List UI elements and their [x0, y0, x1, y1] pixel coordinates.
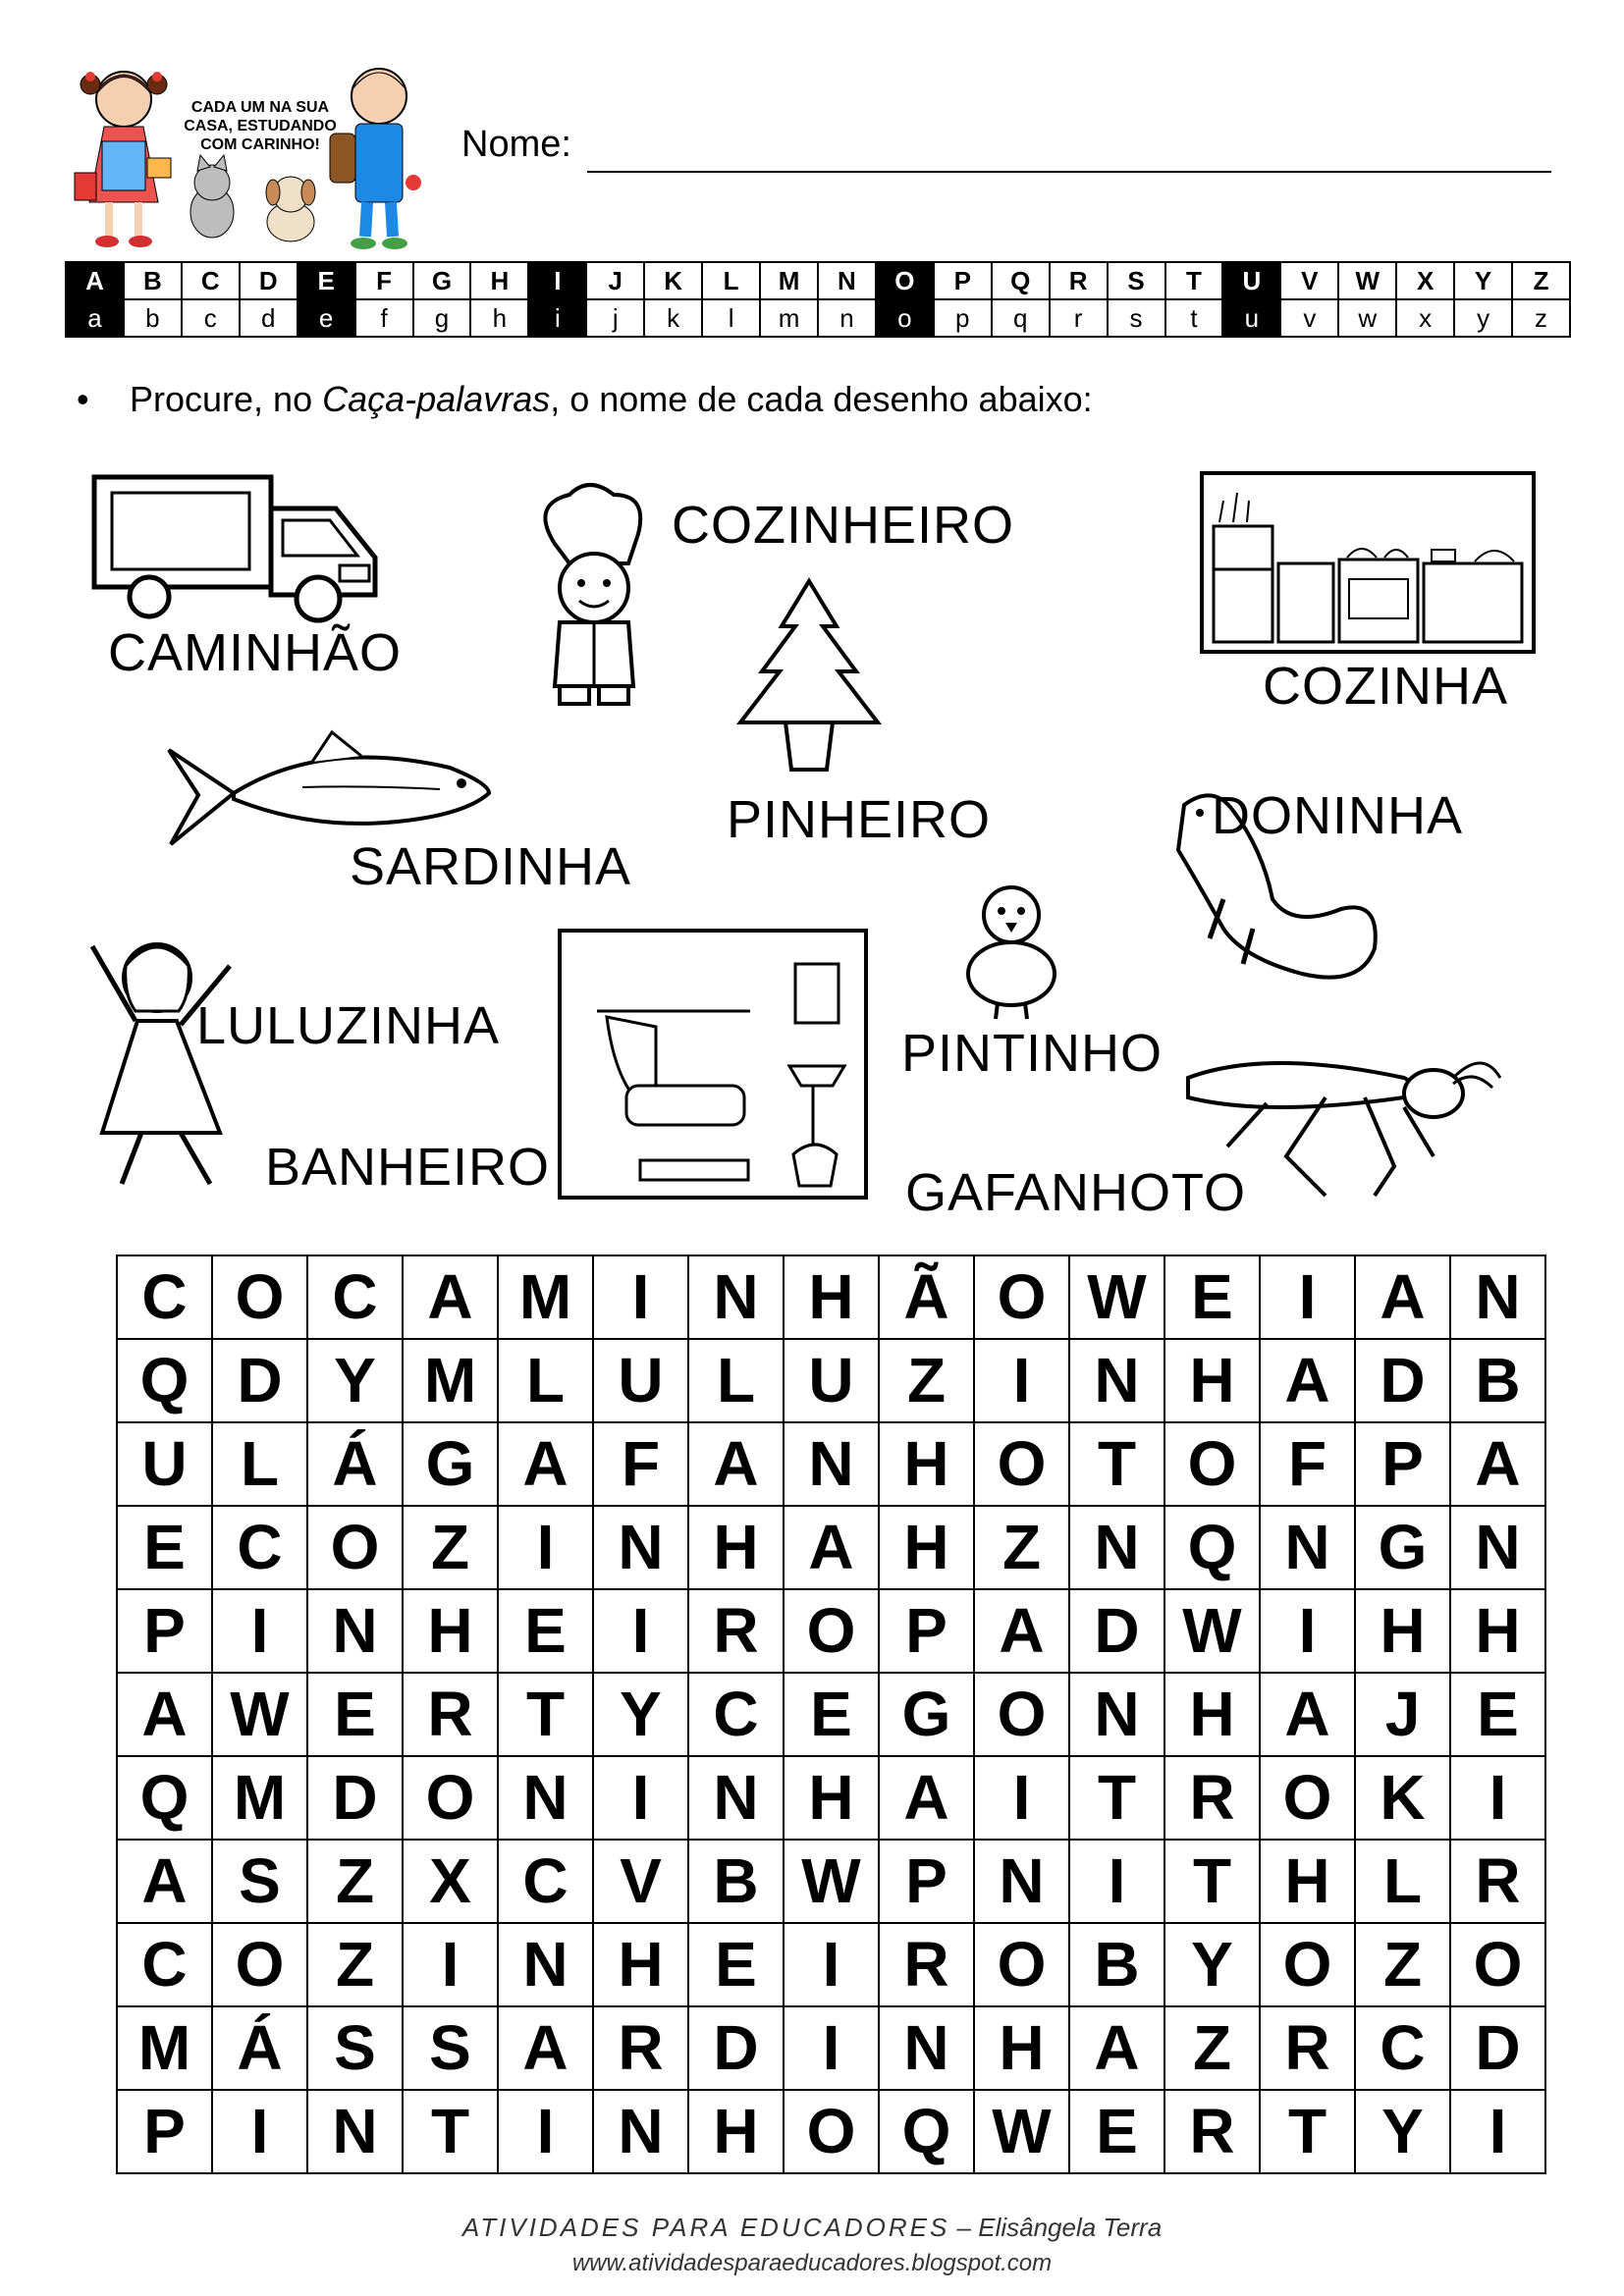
grid-cell[interactable]: E	[117, 1506, 212, 1589]
grid-cell[interactable]: O	[784, 2090, 879, 2173]
grid-cell[interactable]: H	[593, 1923, 688, 2006]
grid-row	[117, 1923, 1545, 2006]
grid-cell[interactable]: I	[1069, 1840, 1164, 1923]
grid-cell[interactable]: O	[974, 1673, 1069, 1756]
footer-author: – Elisângela Terra	[949, 2213, 1163, 2242]
alphabet-letter-lower: i	[528, 299, 586, 337]
alphabet-letter-upper: N	[818, 262, 876, 299]
grid-cell[interactable]: N	[879, 2006, 974, 2090]
grid-cell[interactable]: Z	[307, 1923, 403, 2006]
grid-cell[interactable]: I	[974, 1756, 1069, 1840]
grid-cell[interactable]: D	[212, 1339, 307, 1422]
grid-cell[interactable]: K	[1355, 1756, 1450, 1840]
word-cozinha: COZINHA	[1263, 657, 1508, 716]
grid-cell[interactable]: H	[688, 2090, 784, 2173]
grid-cell[interactable]: B	[1450, 1339, 1545, 1422]
grid-cell[interactable]: L	[1355, 1840, 1450, 1923]
grid-cell[interactable]: N	[688, 1255, 784, 1339]
grid-cell[interactable]: O	[1450, 1923, 1545, 2006]
grid-cell[interactable]: N	[498, 1923, 593, 2006]
instruction	[77, 379, 1093, 420]
grid-cell[interactable]: W	[784, 1840, 879, 1923]
alphabet-letter-upper: C	[182, 262, 240, 299]
alphabet-letter-upper: Q	[992, 262, 1050, 299]
word-cozinheiro: COZINHEIRO	[672, 496, 1015, 555]
instruction-emphasis: Caça-palavras	[322, 379, 551, 419]
alphabet-letter-lower: e	[298, 299, 355, 337]
grid-cell[interactable]: I	[212, 2090, 307, 2173]
grid-cell[interactable]: E	[688, 1923, 784, 2006]
grid-cell[interactable]: N	[1450, 1506, 1545, 1589]
grid-cell[interactable]: H	[1450, 1589, 1545, 1673]
grid-cell[interactable]: A	[117, 1840, 212, 1923]
grid-cell[interactable]: O	[1164, 1422, 1260, 1506]
grid-row	[117, 2006, 1545, 2090]
alphabet-letter-upper: K	[644, 262, 702, 299]
grid-cell[interactable]: C	[498, 1840, 593, 1923]
logo-slogan	[167, 98, 353, 154]
grid-cell[interactable]: S	[212, 1840, 307, 1923]
grid-cell[interactable]: I	[1450, 1756, 1545, 1840]
alphabet-letter-lower: u	[1222, 299, 1280, 337]
grid-cell[interactable]: Z	[1164, 2006, 1260, 2090]
chick-icon	[956, 876, 1066, 1021]
alphabet-letter-upper: Y	[1454, 262, 1512, 299]
grid-cell[interactable]: B	[1069, 1923, 1164, 2006]
grid-cell[interactable]: S	[307, 2006, 403, 2090]
grid-cell[interactable]: L	[212, 1422, 307, 1506]
grid-cell[interactable]: I	[1450, 2090, 1545, 2173]
grid-cell[interactable]: I	[593, 1756, 688, 1840]
grid-cell[interactable]: F	[593, 1422, 688, 1506]
word-banheiro: BANHEIRO	[265, 1138, 551, 1197]
grid-cell[interactable]: N	[1069, 1673, 1164, 1756]
alphabet-lowercase-row	[66, 299, 1570, 337]
alphabet-letter-upper: O	[876, 262, 934, 299]
alphabet-letter-lower: n	[818, 299, 876, 337]
grid-cell[interactable]: O	[1260, 1923, 1355, 2006]
footer-credit	[0, 2213, 1624, 2243]
grid-cell[interactable]: N	[307, 1589, 403, 1673]
grid-cell[interactable]: C	[117, 1255, 212, 1339]
alphabet-letter-lower: d	[240, 299, 298, 337]
alphabet-letter-lower: q	[992, 299, 1050, 337]
grid-cell[interactable]: E	[784, 1673, 879, 1756]
grid-cell[interactable]: E	[307, 1673, 403, 1756]
grid-cell[interactable]: J	[1355, 1673, 1450, 1756]
grid-cell[interactable]: T	[1164, 1840, 1260, 1923]
alphabet-letter-lower: a	[66, 299, 124, 337]
grid-row	[117, 1840, 1545, 1923]
alphabet-letter-lower: v	[1280, 299, 1338, 337]
grid-cell[interactable]: I	[593, 1589, 688, 1673]
alphabet-letter-upper: U	[1222, 262, 1280, 299]
grid-cell[interactable]: W	[212, 1673, 307, 1756]
grid-cell[interactable]: T	[403, 2090, 498, 2173]
alphabet-letter-lower: c	[182, 299, 240, 337]
grid-cell[interactable]: G	[879, 1673, 974, 1756]
grid-cell[interactable]: U	[784, 1339, 879, 1422]
grid-cell[interactable]: T	[1260, 2090, 1355, 2173]
grid-cell[interactable]: G	[1355, 1506, 1450, 1589]
grid-cell[interactable]: O	[974, 1923, 1069, 2006]
footer-site-name: ATIVIDADES PARA EDUCADORES	[461, 2213, 950, 2242]
alphabet-letter-lower: p	[934, 299, 992, 337]
grid-cell[interactable]: H	[1355, 1589, 1450, 1673]
grid-cell[interactable]: M	[212, 1756, 307, 1840]
grid-cell[interactable]: Y	[1355, 2090, 1450, 2173]
alphabet-letter-lower: y	[1454, 299, 1512, 337]
bathroom-icon	[558, 929, 868, 1200]
word-search-grid	[116, 1255, 1546, 2174]
grid-cell[interactable]: E	[1069, 2090, 1164, 2173]
grid-cell[interactable]: E	[1164, 1255, 1260, 1339]
pine-tree-icon	[721, 577, 897, 779]
grid-cell[interactable]: H	[879, 1506, 974, 1589]
alphabet-letter-lower: h	[470, 299, 528, 337]
grid-cell[interactable]: C	[307, 1255, 403, 1339]
alphabet-letter-upper: F	[355, 262, 413, 299]
logo-slogan-line: CADA UM NA SUA	[190, 99, 330, 116]
logo-slogan-line: COM CARINHO!	[200, 136, 320, 153]
grid-cell[interactable]: O	[974, 1422, 1069, 1506]
grid-cell[interactable]: N	[593, 1506, 688, 1589]
alphabet-letter-upper: W	[1338, 262, 1396, 299]
grid-cell[interactable]: W	[1069, 1255, 1164, 1339]
grid-cell[interactable]: H	[784, 1756, 879, 1840]
grid-cell[interactable]: A	[1069, 2006, 1164, 2090]
chef-icon	[501, 475, 668, 711]
grid-row	[117, 1673, 1545, 1756]
grid-row	[117, 1589, 1545, 1673]
grid-cell[interactable]: I	[1260, 1589, 1355, 1673]
alphabet-letter-lower: j	[586, 299, 644, 337]
grid-cell[interactable]: B	[688, 1840, 784, 1923]
footer-url[interactable]: www.atividadesparaeducadores.blogspot.com	[571, 2250, 1053, 2276]
truck-icon	[90, 469, 385, 626]
grid-row	[117, 1506, 1545, 1589]
grid-cell[interactable]: N	[307, 2090, 403, 2173]
alphabet-letter-lower: w	[1338, 299, 1396, 337]
alphabet-letter-lower: l	[702, 299, 760, 337]
grid-cell[interactable]: P	[1355, 1422, 1450, 1506]
grid-cell[interactable]: P	[879, 1840, 974, 1923]
grid-cell[interactable]: H	[688, 1506, 784, 1589]
alphabet-letter-upper: G	[413, 262, 471, 299]
grid-cell[interactable]: D	[1069, 1589, 1164, 1673]
word-pinheiro: PINHEIRO	[727, 790, 992, 849]
alphabet-letter-upper: R	[1050, 262, 1108, 299]
grid-cell[interactable]: W	[974, 2090, 1069, 2173]
grid-cell[interactable]: H	[784, 1255, 879, 1339]
alphabet-letter-upper: V	[1280, 262, 1338, 299]
grid-cell[interactable]: A	[1260, 1673, 1355, 1756]
grid-cell[interactable]: Y	[1164, 1923, 1260, 2006]
kitchen-icon	[1200, 471, 1536, 654]
grid-cell[interactable]: H	[879, 1422, 974, 1506]
grid-cell[interactable]: A	[117, 1673, 212, 1756]
grid-cell[interactable]: R	[1164, 2090, 1260, 2173]
alphabet-letter-upper: E	[298, 262, 355, 299]
grid-cell[interactable]: N	[1069, 1339, 1164, 1422]
grid-cell[interactable]: Z	[879, 1339, 974, 1422]
fish-icon	[165, 728, 495, 852]
grid-cell[interactable]: A	[784, 1506, 879, 1589]
grid-cell[interactable]: Á	[212, 2006, 307, 2090]
grid-cell[interactable]: N	[1450, 1255, 1545, 1339]
grid-cell[interactable]: X	[403, 1840, 498, 1923]
grid-cell[interactable]: Z	[403, 1506, 498, 1589]
grid-cell[interactable]: R	[1260, 2006, 1355, 2090]
grid-cell[interactable]: E	[1450, 1673, 1545, 1756]
word-pintinho: PINTINHO	[901, 1024, 1164, 1083]
grid-cell[interactable]: Z	[974, 1506, 1069, 1589]
alphabet-letter-upper: Z	[1512, 262, 1570, 299]
grid-cell[interactable]: Q	[1164, 1506, 1260, 1589]
grid-cell[interactable]: Q	[117, 1756, 212, 1840]
alphabet-letter-upper: M	[760, 262, 818, 299]
grid-row	[117, 1255, 1545, 1339]
grid-cell[interactable]: O	[784, 1589, 879, 1673]
alphabet-letter-upper: H	[470, 262, 528, 299]
alphabet-letter-lower: s	[1108, 299, 1165, 337]
grid-cell[interactable]: O	[1260, 1756, 1355, 1840]
alphabet-letter-lower: b	[124, 299, 182, 337]
grid-cell[interactable]: V	[593, 1840, 688, 1923]
grid-cell[interactable]: H	[403, 1589, 498, 1673]
word-gafanhoto: GAFANHOTO	[905, 1163, 1247, 1222]
grid-cell[interactable]: M	[403, 1339, 498, 1422]
word-sardinha: SARDINHA	[350, 837, 632, 896]
alphabet-letter-upper: J	[586, 262, 644, 299]
grid-cell[interactable]: D	[688, 2006, 784, 2090]
logo-illustration	[65, 55, 448, 261]
name-field-line[interactable]	[587, 171, 1551, 173]
grid-cell[interactable]: L	[688, 1339, 784, 1422]
word-doninha: DONINHA	[1212, 786, 1464, 845]
grid-cell[interactable]: O	[212, 1923, 307, 2006]
alphabet-letter-upper: S	[1108, 262, 1165, 299]
alphabet-letter-upper: D	[240, 262, 298, 299]
grid-cell[interactable]: Y	[593, 1673, 688, 1756]
grid-cell[interactable]: T	[498, 1673, 593, 1756]
grid-cell[interactable]: R	[1164, 1756, 1260, 1840]
alphabet-letter-upper: I	[528, 262, 586, 299]
grid-cell[interactable]: I	[974, 1339, 1069, 1422]
alphabet-uppercase-row	[66, 262, 1570, 299]
luluzinha-icon	[73, 927, 249, 1192]
grid-cell[interactable]: T	[1069, 1756, 1164, 1840]
alphabet-strip	[65, 261, 1571, 338]
grid-cell[interactable]: R	[593, 2006, 688, 2090]
grid-cell[interactable]: I	[784, 2006, 879, 2090]
alphabet-letter-upper: L	[702, 262, 760, 299]
alphabet-letter-upper: P	[934, 262, 992, 299]
grid-cell[interactable]: Q	[117, 1339, 212, 1422]
grid-row	[117, 1422, 1545, 1506]
grid-cell[interactable]: A	[879, 1756, 974, 1840]
grid-cell[interactable]: L	[498, 1339, 593, 1422]
grid-cell[interactable]: M	[498, 1255, 593, 1339]
grid-cell[interactable]: H	[1260, 1840, 1355, 1923]
alphabet-letter-lower: k	[644, 299, 702, 337]
grid-cell[interactable]: A	[498, 1422, 593, 1506]
grid-cell[interactable]: Ã	[879, 1255, 974, 1339]
grid-cell[interactable]: T	[1069, 1422, 1164, 1506]
grid-cell[interactable]: Q	[879, 2090, 974, 2173]
grid-cell[interactable]: S	[403, 2006, 498, 2090]
alphabet-letter-upper: X	[1396, 262, 1454, 299]
grid-cell[interactable]: U	[593, 1339, 688, 1422]
grid-cell[interactable]: R	[403, 1673, 498, 1756]
grid-cell[interactable]: O	[307, 1506, 403, 1589]
grid-cell[interactable]: G	[403, 1422, 498, 1506]
grid-cell[interactable]: A	[974, 1589, 1069, 1673]
alphabet-letter-upper: T	[1165, 262, 1223, 299]
grid-row	[117, 2090, 1545, 2173]
grid-cell[interactable]: C	[212, 1506, 307, 1589]
grid-cell[interactable]: C	[1355, 2006, 1450, 2090]
grid-cell[interactable]: C	[117, 1923, 212, 2006]
name-label: Nome:	[461, 124, 571, 165]
grid-cell[interactable]: N	[974, 1840, 1069, 1923]
grid-cell[interactable]: I	[403, 1923, 498, 2006]
alphabet-letter-lower: f	[355, 299, 413, 337]
grid-cell[interactable]: I	[498, 1506, 593, 1589]
alphabet-letter-lower: g	[413, 299, 471, 337]
grid-row	[117, 1756, 1545, 1840]
grid-cell[interactable]: I	[784, 1923, 879, 2006]
grid-cell[interactable]: P	[879, 1589, 974, 1673]
grid-cell[interactable]: A	[1355, 1255, 1450, 1339]
grid-cell[interactable]: Z	[307, 1840, 403, 1923]
grid-cell[interactable]: R	[1450, 1840, 1545, 1923]
grid-cell[interactable]: A	[1450, 1422, 1545, 1506]
word-luluzinha: LULUZINHA	[196, 996, 501, 1055]
grid-cell[interactable]: R	[688, 1589, 784, 1673]
grid-cell[interactable]: D	[1450, 2006, 1545, 2090]
grid-cell[interactable]: C	[688, 1673, 784, 1756]
grid-cell[interactable]: Y	[307, 1339, 403, 1422]
alphabet-letter-lower: o	[876, 299, 934, 337]
grid-cell[interactable]: A	[1260, 1339, 1355, 1422]
grid-cell[interactable]: N	[498, 1756, 593, 1840]
word-caminhao: CAMINHÃO	[108, 623, 403, 682]
grid-cell[interactable]: O	[974, 1255, 1069, 1339]
grid-cell[interactable]: E	[498, 1589, 593, 1673]
grid-cell[interactable]: Á	[307, 1422, 403, 1506]
alphabet-letter-lower: m	[760, 299, 818, 337]
grid-cell[interactable]: N	[1260, 1506, 1355, 1589]
grid-cell[interactable]: A	[403, 1255, 498, 1339]
grid-cell[interactable]: O	[212, 1255, 307, 1339]
grid-cell[interactable]: W	[1164, 1589, 1260, 1673]
grid-cell[interactable]: I	[1260, 1255, 1355, 1339]
grid-cell[interactable]: F	[1260, 1422, 1355, 1506]
grid-cell[interactable]: D	[1355, 1339, 1450, 1422]
instruction-text: Procure, no	[130, 379, 323, 419]
alphabet-letter-lower: x	[1396, 299, 1454, 337]
grid-cell[interactable]: Z	[1355, 1923, 1450, 2006]
grid-cell[interactable]: D	[307, 1756, 403, 1840]
grid-cell[interactable]: H	[1164, 1673, 1260, 1756]
grid-cell[interactable]: A	[498, 2006, 593, 2090]
alphabet-letter-lower: t	[1165, 299, 1223, 337]
grid-cell[interactable]: N	[784, 1422, 879, 1506]
grid-cell[interactable]: N	[1069, 1506, 1164, 1589]
grid-cell[interactable]: I	[212, 1589, 307, 1673]
grid-cell[interactable]: O	[403, 1756, 498, 1840]
grid-cell[interactable]: P	[117, 2090, 212, 2173]
grid-cell[interactable]: A	[688, 1422, 784, 1506]
alphabet-letter-upper: B	[124, 262, 182, 299]
grid-cell[interactable]: N	[593, 2090, 688, 2173]
alphabet-letter-upper: A	[66, 262, 124, 299]
grid-cell[interactable]: M	[117, 2006, 212, 2090]
grid-cell[interactable]: R	[879, 1923, 974, 2006]
instruction-text: , o nome de cada desenho abaixo:	[550, 379, 1093, 419]
alphabet-letter-lower: z	[1512, 299, 1570, 337]
bullet-icon: •	[77, 379, 89, 419]
grid-cell[interactable]: H	[974, 2006, 1069, 2090]
grid-cell[interactable]: I	[593, 1255, 688, 1339]
grid-cell[interactable]: P	[117, 1589, 212, 1673]
grid-cell[interactable]: H	[1164, 1339, 1260, 1422]
grid-cell[interactable]: I	[498, 2090, 593, 2173]
grid-cell[interactable]: N	[688, 1756, 784, 1840]
grid-row	[117, 1339, 1545, 1422]
grid-cell[interactable]: U	[117, 1422, 212, 1506]
logo-slogan-line: CASA, ESTUDANDO	[184, 118, 337, 134]
alphabet-letter-lower: r	[1050, 299, 1108, 337]
